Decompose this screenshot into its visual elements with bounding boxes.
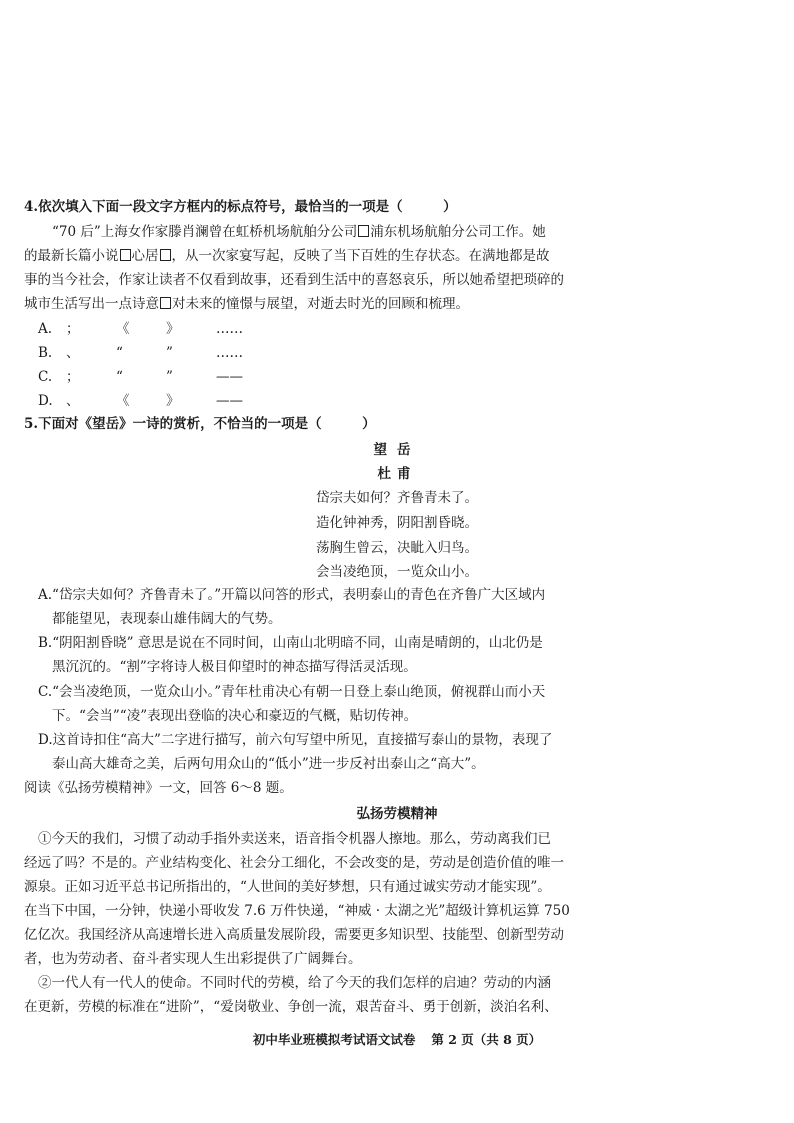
exam-title: 初中毕业班模拟考试语文试卷 — [252, 1032, 416, 1047]
question-5-option-b-line-2: 黑沉沉的。“割”字将诗人极目仰望时的神态描写得活灵活现。 — [52, 659, 417, 675]
article-paragraph-2-line-1: ②一代人有一代人的使命。不同时代的劳模，给了今天的我们怎样的启迪？劳动的内涵 — [38, 975, 551, 991]
exam-page: 4.依次填入下面一段文字方框内的标点符号，最恰当的一项是（ ） “70 后”上海女作家滕肖澜曾在虹桥机场航舶分公司 浦东机场航舶分公司工作。她 的最新长篇小说 心居 ，从一次家宴写起，反映了当下百姓的生存状态。在满地都是故 事的当今社会，作家让读者不仅看到故事，还看到生活中的喜怒哀乐，所以她希望把琐碎的 城市生活写出一点诗意 对未来的憧憬与展望，对逝去时光的回顾和梳理。 A. ； 《 》 …… B. 、 “ ” …… C. ； “ ” —— D. 、 《 》 —— 5.下面对《望岳》一诗的赏析，不恰当的一项是（ ） 望岳 杜甫 岱宗夫如何？齐鲁青未了。 造化钟神秀，阴阳割昏晓。 荡胸生曾云，决眦入归鸟。 会当凌绝顶，一览众山小。 A.“岱宗夫如何？齐鲁青未了。”开篇以问答的形式，表明泰山的青色在齐鲁广大区域内 都能望见，表现泰山雄伟阔大的气势。 B.“阴阳割昏晓” 意思是说在不同时间，山南山北明暗不同，山南是晴朗的，山北仍是 黑沉沉的。“割”字将诗人极目仰望时的神态描写得活灵活现。 C.“会当凌绝顶，一览众山小。”青年杜甫决心有朝一日登上泰山绝顶，俯视群山而小天 下。“会当”“凌”表现出登临的决心和豪迈的气概，贴切传神。 D.这首诗扣住“高大”二字进行描写，前六句写望中所见，直接描写泰山的景物，表现了 泰山高大雄奇之美，后两句用众山的“低小”进一步反衬出泰山之“高大”。 阅读《弘扬劳模精神》一文，回答 6～8 题。 弘扬劳模精神 ①今天的我们，习惯了动动手指外卖送来，语音指令机器人擦地。那么，劳动离我们已 经远了吗？不是的。产业结构变化、社会分工细化，不会改变的是，劳动是创造价值的唯一 源泉。正如习近平总书记所指出的，“人世间的美好梦想，只有通过诚实劳动才能实现”。 在当下中国，一分钟，快递小哥收发 7.6 万件快递，“神威 · 太湖之光”超级计算机运算 750 亿亿次。我国经济从高速增长进入高质量发展阶段，需要更多知识型、技能型、创新型劳动 者，也为劳动者、奋斗者实现人生出彩提供了广阔舞台。 ②一代人有一代人的使命。不同时代的劳模，给了今天的我们怎样的启迪？劳动的内涵 在更新，劳模的标准在“进阶”，“爱岗敬业、争创一流，艰苦奋斗、勇于创新，淡泊名利、 初中毕业班模拟考试语文试卷 第 2 页（共 8 页） — [0, 0, 794, 1123]
article-paragraph-1-line-3: 源泉。正如习近平总书记所指出的，“人世间的美好梦想，只有通过诚实劳动才能实现”。 — [24, 879, 551, 895]
question-4-passage-line-1: “70 后”上海女作家滕肖澜曾在虹桥机场航舶分公司 浦东机场航舶分公司工作。她 — [52, 224, 546, 240]
question-5-option-a-line-1: A.“岱宗夫如何？齐鲁青未了。”开篇以问答的形式，表明泰山的青色在齐鲁广大区域内 — [38, 587, 546, 603]
question-4-stem: 4.依次填入下面一段文字方框内的标点符号，最恰当的一项是（ ） — [24, 199, 457, 215]
question-4-passage-line-4: 城市生活写出一点诗意 对未来的憧憬与展望，对逝去时光的回顾和梳理。 — [24, 296, 469, 312]
article-paragraph-1-line-2: 经远了吗？不是的。产业结构变化、社会分工细化，不会改变的是，劳动是创造价值的唯一 — [24, 855, 564, 871]
question-5-option-c-line-2: 下。“会当”“凌”表现出登临的决心和豪迈的气概，贴切传神。 — [52, 708, 418, 724]
punctuation-box-4 — [160, 297, 171, 309]
article-paragraph-1-line-1: ①今天的我们，习惯了动动手指外卖送来，语音指令机器人擦地。那么，劳动离我们已 — [38, 831, 551, 847]
punctuation-box-2 — [120, 249, 131, 261]
punctuation-box-3 — [160, 249, 171, 261]
poem-line-3: 荡胸生曾云，决眦入归鸟。 — [316, 540, 478, 556]
poem-line-1: 岱宗夫如何？齐鲁青未了。 — [316, 490, 478, 506]
article-paragraph-1-line-5: 亿亿次。我国经济从高速增长进入高质量发展阶段，需要更多知识型、技能型、创新型劳动 — [24, 927, 564, 943]
page-number: 第 2 页（共 8 页） — [431, 1032, 542, 1047]
question-4-passage-line-2: 的最新长篇小说 心居 ，从一次家宴写起，反映了当下百姓的生存状态。在满地都是故 — [24, 248, 550, 264]
punctuation-box-1 — [358, 225, 369, 237]
article-paragraph-1-line-6: 者，也为劳动者、奋斗者实现人生出彩提供了广阔舞台。 — [24, 951, 362, 967]
page-footer — [0, 1030, 794, 1048]
question-5-option-d-line-1: D.这首诗扣住“高大”二字进行描写，前六句写望中所见，直接描写泰山的景物，表现了 — [38, 732, 553, 748]
poem-line-2: 造化钟神秀，阴阳割昏晓。 — [316, 515, 478, 531]
article-title: 弘扬劳模精神 — [356, 806, 438, 822]
reading-intro: 阅读《弘扬劳模精神》一文，回答 6～8 题。 — [24, 780, 293, 796]
poem-author: 杜甫 — [377, 466, 417, 482]
question-5-option-a-line-2: 都能望见，表现泰山雄伟阔大的气势。 — [52, 611, 282, 627]
poem-title: 望岳 — [373, 442, 421, 458]
question-5-option-d-line-2: 泰山高大雄奇之美，后两句用众山的“低小”进一步反衬出泰山之“高大”。 — [52, 756, 485, 772]
article-paragraph-1-line-4: 在当下中国，一分钟，快递小哥收发 7.6 万件快递，“神威 · 太湖之光”超级计算机运算 750 — [24, 903, 570, 919]
article-paragraph-2-line-2: 在更新，劳模的标准在“进阶”，“爱岗敬业、争创一流，艰苦奋斗、勇于创新，淡泊名利、 — [24, 999, 558, 1015]
question-5-option-c-line-1: C.“会当凌绝顶，一览众山小。”青年杜甫决心有朝一日登上泰山绝顶，俯视群山而小天 — [38, 684, 546, 700]
poem-line-4: 会当凌绝顶，一览众山小。 — [316, 564, 478, 580]
question-5-stem: 5.下面对《望岳》一诗的赏析，不恰当的一项是（ ） — [24, 416, 376, 432]
question-5-option-b-line-1: B.“阴阳割昏晓” 意思是说在不同时间，山南山北明暗不同，山南是晴朗的，山北仍是 — [38, 635, 543, 651]
question-4-passage-line-3: 事的当今社会，作家让读者不仅看到故事，还看到生活中的喜怒哀乐，所以她希望把琐碎的 — [24, 272, 564, 288]
